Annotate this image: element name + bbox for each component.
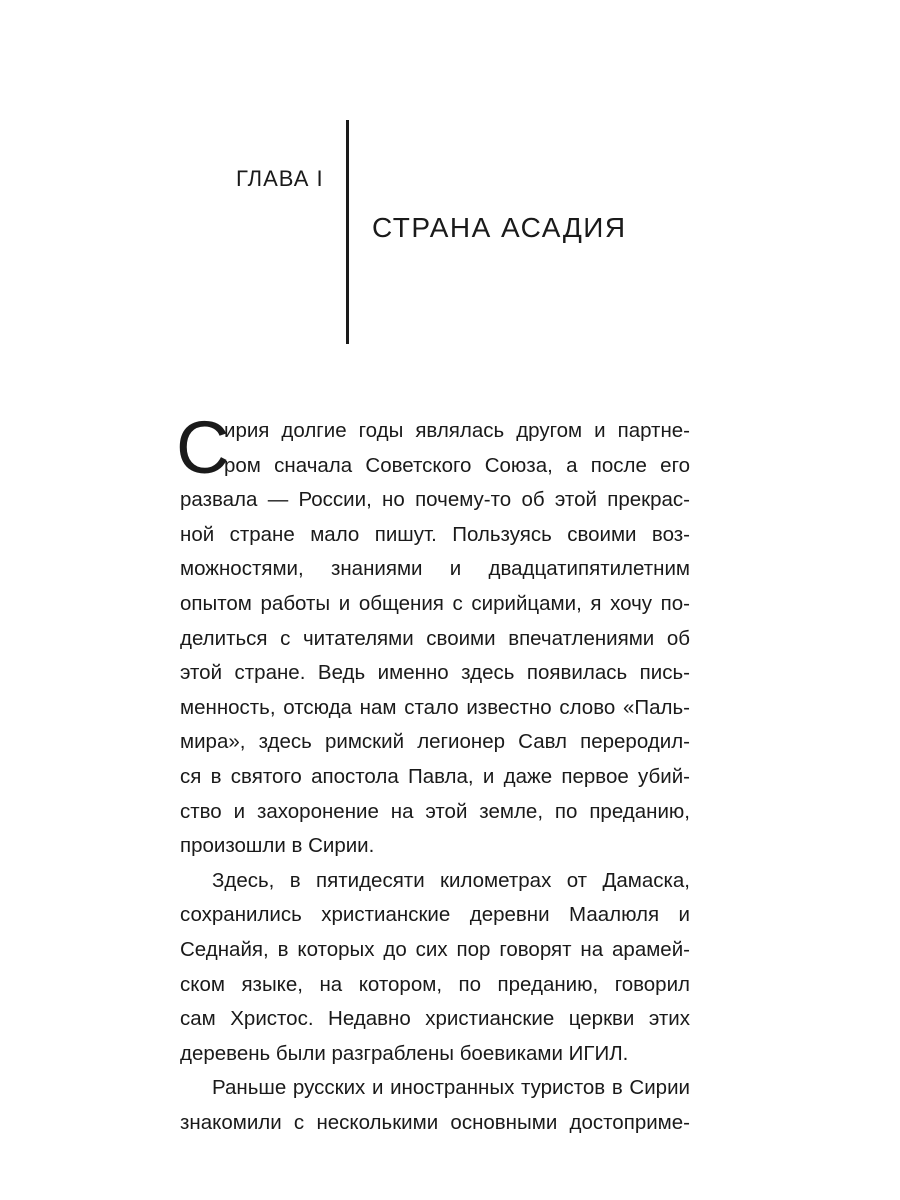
text-line: ирия долгие годы являлась другом и партне- xyxy=(224,419,690,442)
chapter-title: СТРАНА АСАДИЯ xyxy=(372,212,627,243)
text-line: ром сначала Советского Союза, а после его xyxy=(224,453,690,477)
text-line: опытом работы и общения с сирийцами, я хочу по- xyxy=(180,591,690,615)
text-line: ском языке, на котором, по преданию, говорил xyxy=(180,972,690,996)
text-line: ся в святого апостола Павла, и даже первое убий- xyxy=(180,764,690,788)
text-line: сам Христос. Недавно христианские церкви этих xyxy=(180,1007,690,1031)
text-line: ной стране мало пишут. Пользуясь своими воз- xyxy=(180,522,690,546)
drop-cap: С xyxy=(176,406,230,489)
text-line: делиться с читателями своими впечатлениями об xyxy=(180,626,690,650)
chapter-label: ГЛАВА I xyxy=(236,166,324,191)
text-line: менность, отсюда нам стало известно слово «Паль- xyxy=(180,695,690,719)
text-line: Раньше русских и иностранных туристов в Сирии xyxy=(212,1076,690,1100)
text-line: знакомили с несколькими основными достоприме- xyxy=(180,1110,690,1134)
text-line: можностями, знаниями и двадцатипятилетним xyxy=(180,557,690,581)
text-line: ство и захоронение на этой земле, по преданию, xyxy=(180,799,690,823)
text-line: Здесь, в пятидесяти километрах от Дамаска, xyxy=(212,868,690,892)
chapter-divider xyxy=(346,120,349,344)
text-line: мира», здесь римский легионер Савл переродил- xyxy=(180,730,690,754)
text-line: произошли в Сирии. xyxy=(180,834,375,858)
body-text xyxy=(176,406,690,1140)
text-line: этой стране. Ведь именно здесь появилась пись- xyxy=(180,661,690,685)
text-line: сохранились христианские деревни Маалюля и xyxy=(180,903,690,927)
text-line: Седнайя, в которых до сих пор говорят на арамей- xyxy=(180,937,690,961)
text-line: деревень были разграблены боевиками ИГИЛ. xyxy=(180,1041,629,1065)
text-line: развала — России, но почему-то об этой прекрас- xyxy=(180,488,690,512)
